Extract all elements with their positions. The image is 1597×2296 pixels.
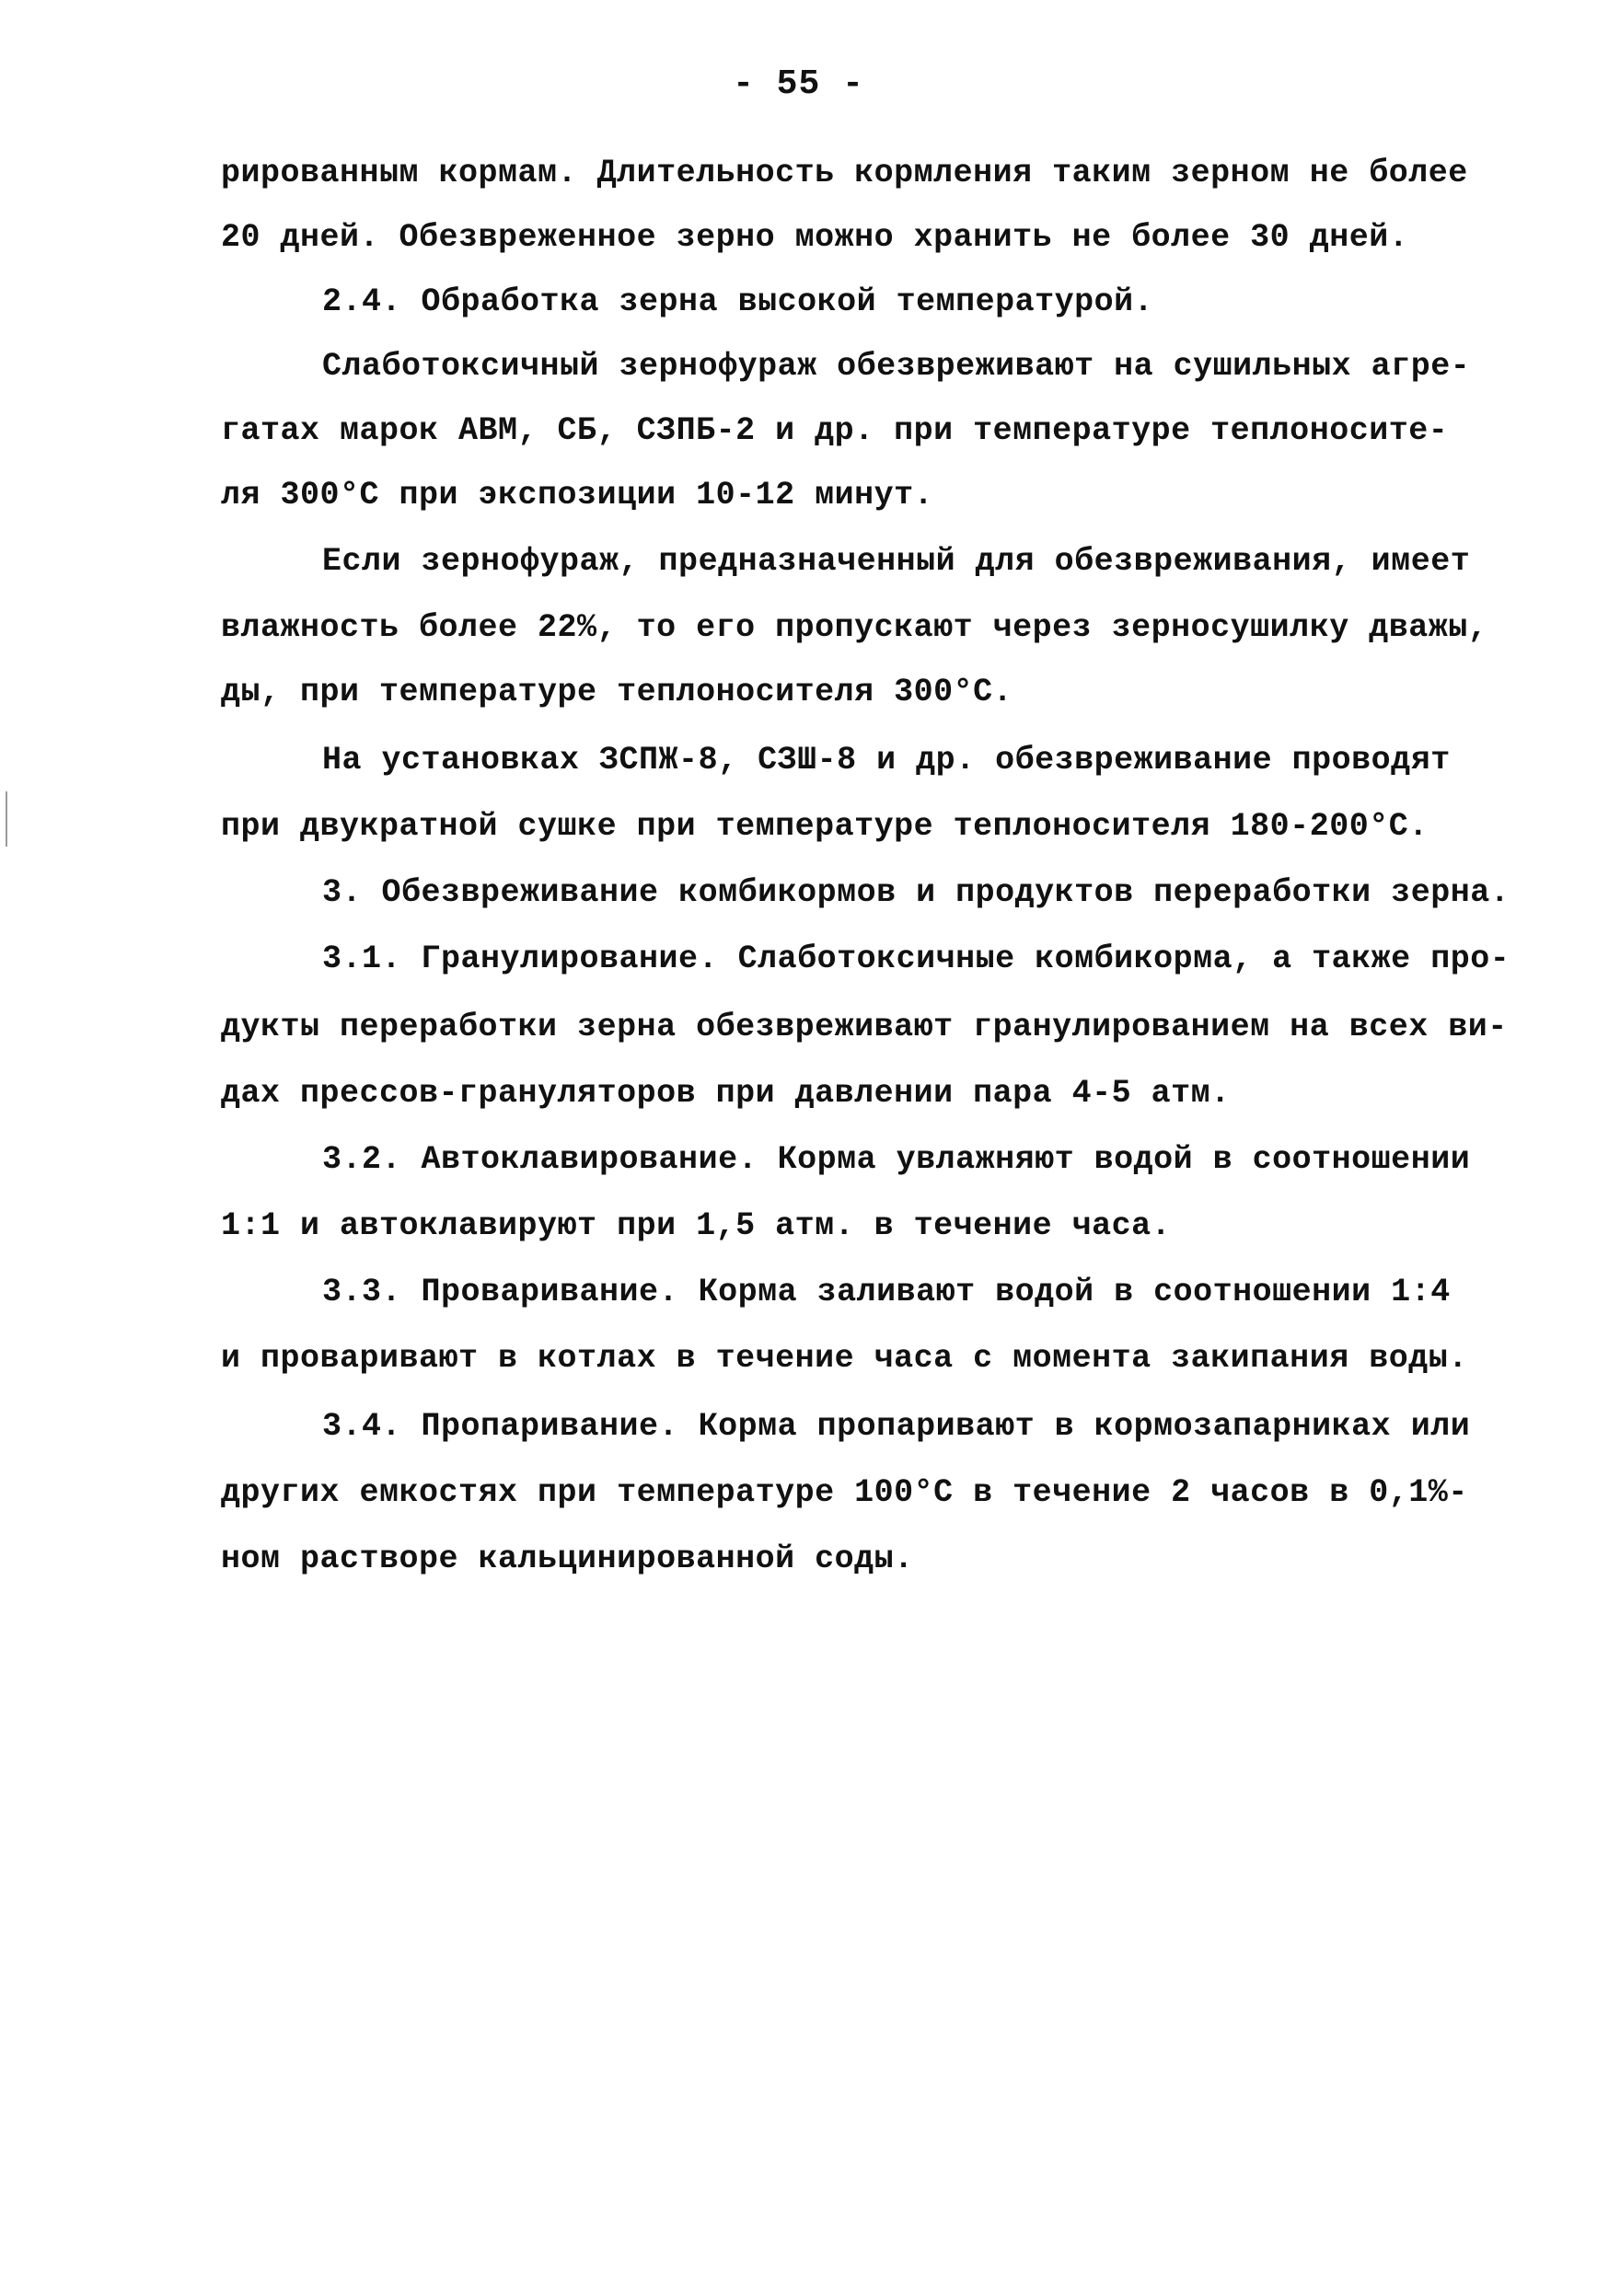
text-line: 20 дней. Обезвреженное зерно можно хранить не более 30 дней. bbox=[221, 219, 1409, 256]
text-line: при двукратной сушке при температуре теплоносителя 180-200°С. bbox=[221, 808, 1429, 845]
text-line: дах прессов-грануляторов при давлении пара 4-5 атм. bbox=[221, 1075, 1231, 1112]
text-line: На установках ЗСПЖ-8, СЗШ-8 и др. обезвреживание проводят bbox=[322, 742, 1451, 779]
page-number: - 55 - bbox=[733, 64, 864, 104]
text-line: дукты переработки зерна обезвреживают гранулированием на всех ви- bbox=[221, 1009, 1508, 1045]
text-line: Слаботоксичный зернофураж обезвреживают на сушильных агре- bbox=[322, 348, 1471, 385]
text-line: влажность более 22%, то его пропускают через зерносушилку дважы, bbox=[221, 609, 1488, 646]
text-line: ля 300°С при экспозиции 10-12 минут. bbox=[221, 477, 934, 513]
section-heading-3-4: 3.4. Пропаривание. Корма пропаривают в кормозапарниках или bbox=[322, 1408, 1471, 1445]
text-line: других емкостях при температуре 100°С в течение 2 часов в 0,1%- bbox=[221, 1474, 1468, 1511]
scan-margin-mark bbox=[6, 791, 7, 847]
text-line: 1:1 и автоклавируют при 1,5 атм. в течение часа. bbox=[221, 1207, 1172, 1244]
text-line: ды, при температуре теплоносителя 300°С. bbox=[221, 674, 1013, 710]
text-line: рированным кормам. Длительность кормления таким зерном не более bbox=[221, 155, 1468, 191]
text-line: Если зернофураж, предназначенный для обезвреживания, имеет bbox=[322, 543, 1471, 580]
section-heading-2-4: 2.4. Обработка зерна высокой температурой. bbox=[322, 283, 1154, 320]
text-line: ном растворе кальцинированной соды. bbox=[221, 1540, 914, 1577]
section-heading-3-2: 3.2. Автоклавирование. Корма увлажняют водой в соотношении bbox=[322, 1141, 1471, 1178]
section-heading-3-1: 3.1. Гранулирование. Слаботоксичные комбикорма, а также про- bbox=[322, 940, 1510, 977]
text-line: гатах марок АВМ, СБ, СЗПБ-2 и др. при температуре теплоносите- bbox=[221, 412, 1449, 449]
section-heading-3: 3. Обезвреживание комбикормов и продуктов переработки зерна. bbox=[322, 874, 1510, 911]
section-heading-3-3: 3.3. Проваривание. Корма заливают водой в соотношении 1:4 bbox=[322, 1274, 1451, 1310]
text-line: и проваривают в котлах в течение часа с момента закипания воды. bbox=[221, 1340, 1468, 1377]
